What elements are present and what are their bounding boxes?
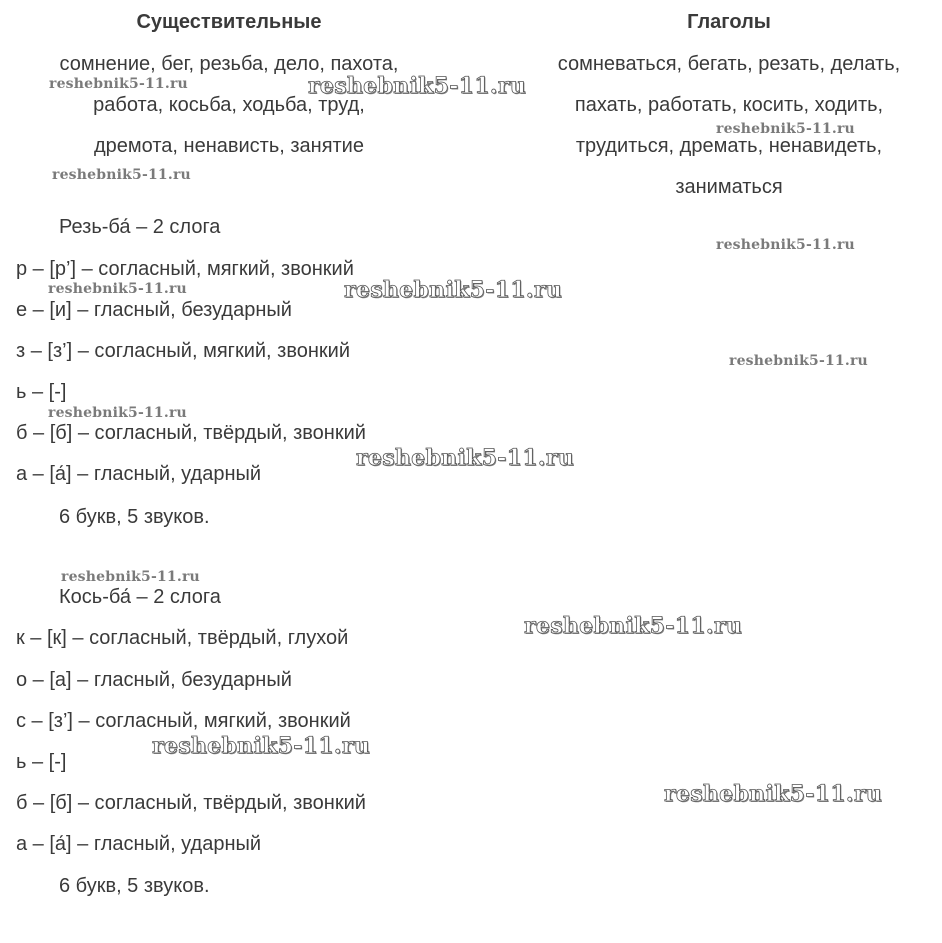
analysis-row: з – [з’] – согласный, мягкий, звонкий	[16, 340, 350, 362]
analysis-row: е – [и] – гласный, безударный	[16, 299, 292, 321]
verbs-heading: Глаголы	[687, 11, 771, 33]
watermark: reshebnik5-11.ru	[664, 781, 883, 807]
watermark: reshebnik5-11.ru	[716, 121, 855, 137]
analysis-title: Кось-ба́ – 2 слога	[59, 586, 221, 608]
watermark: reshebnik5-11.ru	[152, 733, 371, 759]
analysis-row: ь – [-]	[16, 751, 67, 773]
nouns-line: работа, косьба, ходьба, труд,	[93, 94, 365, 116]
watermark: reshebnik5-11.ru	[716, 237, 855, 253]
analysis-row: к – [к] – согласный, твёрдый, глухой	[16, 627, 349, 649]
watermark: reshebnik5-11.ru	[48, 405, 187, 421]
nouns-heading: Существительные	[136, 11, 322, 33]
nouns-line: дремота, ненависть, занятие	[94, 135, 364, 157]
verbs-line: трудиться, дремать, ненавидеть,	[575, 135, 883, 157]
analysis-summary: 6 букв, 5 звуков.	[59, 875, 210, 897]
analysis-row: ь – [-]	[16, 381, 67, 403]
analysis-row: а – [а́] – гласный, ударный	[16, 833, 262, 855]
analysis-row: б – [б] – согласный, твёрдый, звонкий	[16, 422, 366, 444]
watermark: reshebnik5-11.ru	[52, 167, 191, 183]
watermark: reshebnik5-11.ru	[524, 613, 743, 639]
analysis-row: р – [р’] – согласный, мягкий, звонкий	[16, 258, 354, 280]
watermark: reshebnik5-11.ru	[729, 353, 868, 369]
analysis-title: Резь-ба́ – 2 слога	[59, 216, 221, 238]
watermark: reshebnik5-11.ru	[344, 277, 563, 303]
verbs-line: заниматься	[675, 176, 783, 198]
verbs-line: пахать, работать, косить, ходить,	[574, 94, 884, 116]
nouns-line: сомнение, бег, резьба, дело, пахота,	[59, 53, 399, 75]
analysis-row: с – [з’] – согласный, мягкий, звонкий	[16, 710, 351, 732]
watermark: reshebnik5-11.ru	[48, 281, 187, 297]
watermark: reshebnik5-11.ru	[49, 76, 188, 92]
watermark: reshebnik5-11.ru	[356, 445, 575, 471]
analysis-summary: 6 букв, 5 звуков.	[59, 506, 210, 528]
watermark: reshebnik5-11.ru	[308, 73, 527, 99]
analysis-row: о – [а] – гласный, безударный	[16, 669, 292, 691]
analysis-row: б – [б] – согласный, твёрдый, звонкий	[16, 792, 366, 814]
watermark: reshebnik5-11.ru	[61, 569, 200, 585]
verbs-line: сомневаться, бегать, резать, делать,	[557, 53, 901, 75]
analysis-row: а – [а́] – гласный, ударный	[16, 463, 262, 485]
